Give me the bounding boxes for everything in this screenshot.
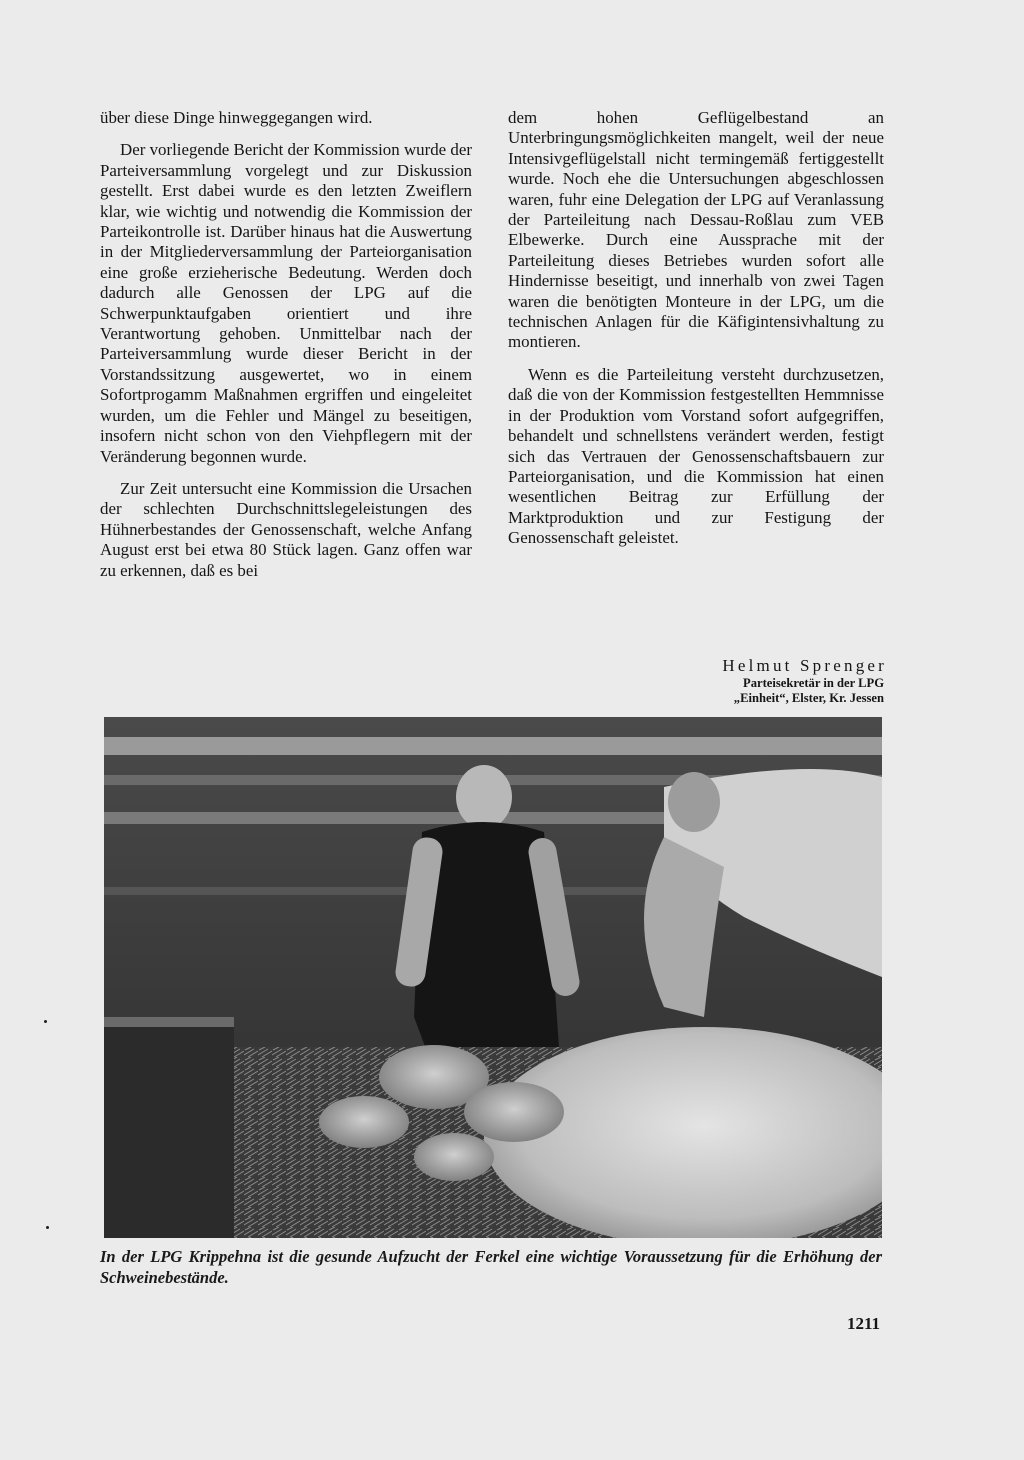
print-speck [44,1020,47,1023]
photograph [104,717,882,1238]
photo-caption: In der LPG Krippehna ist die gesunde Aufzucht der Ferkel eine wichtige Voraussetzung für die Erhöhung der Schweinebestände. [100,1247,882,1287]
author-role: Parteisekretär in der LPG [743,676,884,690]
paragraph: über diese Dinge hinweggegangen wird. [100,108,373,127]
author-signature [630,656,887,706]
paragraph: Wenn es die Parteileitung versteht durchzusetzen, daß die von der Kommission festgestellten Hemmnisse in der Produktion vom Vorstand sofort aufgegriffen, behandelt und schnellstens verändert werden, festigt sich das Vertrauen der Genossenschaftsbauern zur Parteiorganisation, und die Kommission hat einen wesentlichen Beitrag zur Erfüllung der Marktproduktion und zur Festigung der Genossenschaft geleistet. [508,364,884,548]
print-speck [46,1226,49,1229]
right-column [508,108,884,561]
photo-image [104,717,882,1238]
page-number: 1211 [846,1314,880,1333]
author-name: Helmut Sprenger [722,656,887,675]
paragraph: Zur Zeit untersucht eine Kommission die Ursachen der schlechten Durchschnittslegeleistungen des Hühnerbestandes der Genossenschaft, welche Anfang August erst bei etwa 80 Stück lagen. Ganz offen war zu erkennen, daß es bei [100,478,472,580]
left-column [100,108,472,593]
author-affiliation: „Einheit“, Elster, Kr. Jessen [733,691,884,705]
paragraph: Der vorliegende Bericht der Kommission wurde der Parteiversammlung vorgelegt und zur Diskussion gestellt. Erst dabei wurde es den letzten Zweiflern klar, wie wichtig und notwendig die Kommission der Parteikontrolle ist. Darüber hinaus hat die Auswertung in der Mitgliederversammlung der Parteiorganisation eine große erzieherische Bedeutung. Werden doch dadurch alle Genossen der LPG auf die Schwerpunktaufgaben orientiert und ihre Verantwortung gehoben. Unmittelbar nach der Parteiversammlung wurde dieser Bericht in der Vorstandssitzung ausgewertet, wo in einem Sofortprogamm Maßnahmen ergriffen und eingeleitet wurden, um die Fehler und Mängel zu beseitigen, insofern nicht schon von den Viehpflegern mit der Veränderung begonnen wurde. [100,140,472,466]
paragraph: dem hohen Geflügelbestand an Unterbringungsmöglichkeiten mangelt, weil der neue Intensivgeflügelstall nicht termingemäß fertiggestellt wurde. Noch ehe die Untersuchungen abgeschlossen waren, fuhr eine Delegation der LPG auf Veranlassung der Parteileitung nach Dessau-Roßlau zum VEB Elbewerke. Durch eine Aussprache mit der Parteileitung dieses Betriebes wurden sofort alle Hindernisse beseitigt, und innerhalb von zwei Tagen waren die benötigten Monteure in der LPG, um die technischen Anlagen für die Käfigintensivhaltung zu montieren. [508,108,884,352]
